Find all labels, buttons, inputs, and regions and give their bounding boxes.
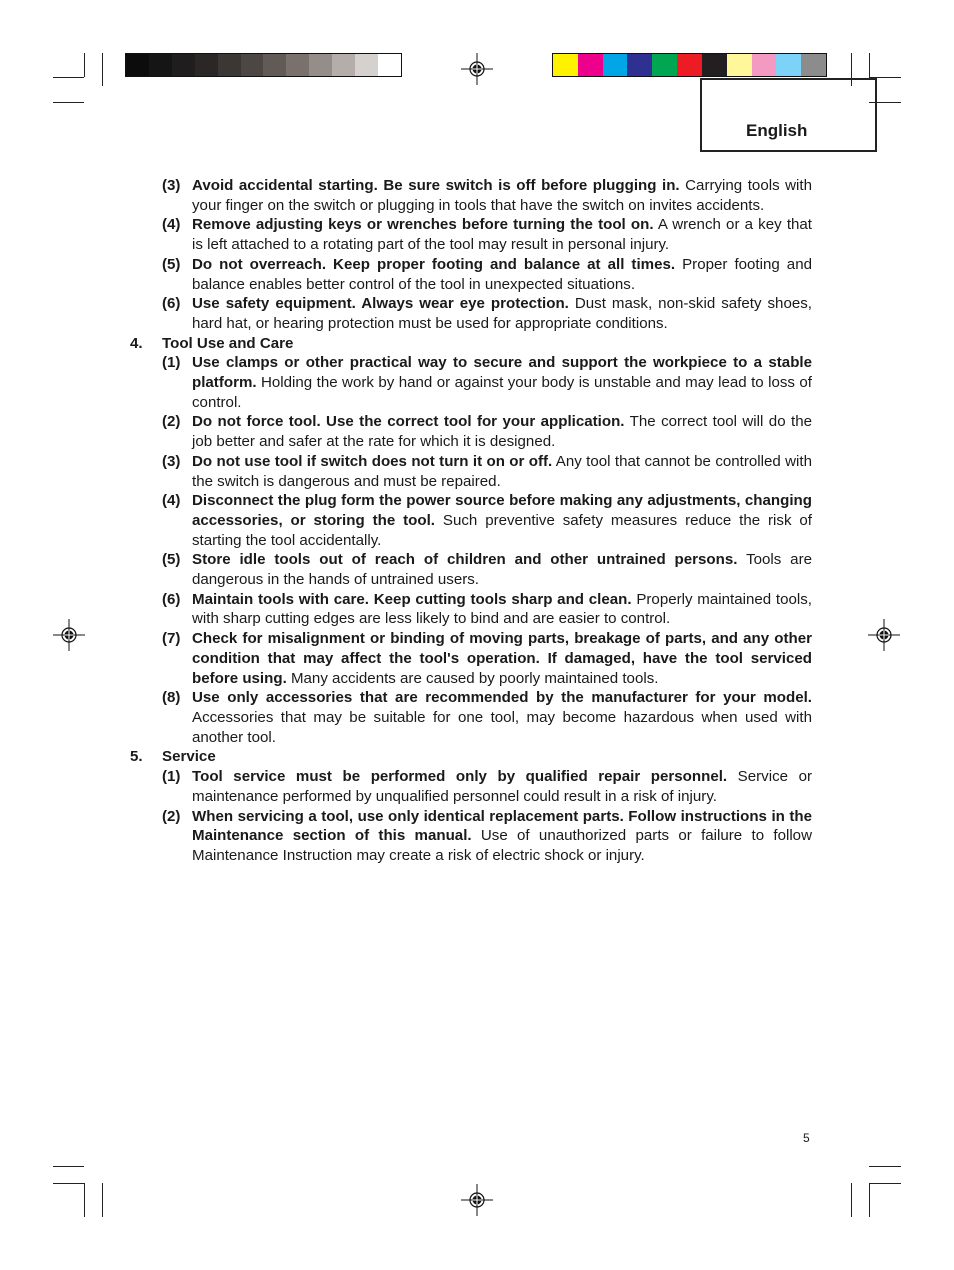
item-number: (1) <box>162 354 181 372</box>
color-swatch <box>126 54 149 76</box>
list-item <box>130 491 812 550</box>
item-bold-text: Do not force tool. Use the correct tool for your application. <box>192 413 625 431</box>
item-bold-text: Use safety equipment. Always wear eye protection. <box>192 295 569 313</box>
registration-mark-icon <box>53 619 85 651</box>
language-box <box>700 78 877 152</box>
item-text: The correct tool will do the job better and safer at the rate for which it is designed. <box>192 413 812 451</box>
item-text: A wrench or a key that is left attached to a rotating part of the tool may result in personal injury. <box>192 216 812 254</box>
item-number: (8) <box>162 689 181 707</box>
color-swatch <box>286 54 309 76</box>
item-text: Service or maintenance performed by unqualified personnel could result in a risk of injury. <box>192 768 812 805</box>
list-item <box>130 294 812 333</box>
item-number: (4) <box>162 492 181 510</box>
color-swatch <box>652 54 677 76</box>
list-item <box>130 255 812 294</box>
section-heading <box>130 747 812 767</box>
section-number: 5. <box>130 748 143 766</box>
item-bold-text: Tool service must be performed only by qualified repair personnel. <box>192 768 728 786</box>
item-bold-text: Store idle tools out of reach of children and other untrained persons. <box>192 551 738 569</box>
color-swatch <box>603 54 628 76</box>
list-item <box>130 688 812 747</box>
color-swatch <box>727 54 752 76</box>
section-heading <box>130 334 812 354</box>
item-text: Tools are dangerous in the hands of untrained users. <box>192 551 812 589</box>
color-swatch <box>801 54 826 76</box>
registration-mark-icon <box>461 1184 493 1216</box>
color-swatch <box>195 54 218 76</box>
color-swatch <box>241 54 264 76</box>
section-title: Tool Use and Care <box>162 334 294 352</box>
item-number: (4) <box>162 216 181 234</box>
item-bold-text: Avoid accidental starting. Be sure switch is off before plugging in. <box>192 177 680 194</box>
color-swatch <box>332 54 355 76</box>
item-text: Dust mask, non-skid safety shoes, hard hat, or hearing protection must be used for appropriate conditions. <box>192 295 812 332</box>
item-bold-text: Disconnect the plug form the power source before making any adjustments, changing accessories, or storing the tool. <box>192 492 812 529</box>
item-text: Such preventive safety measures reduce the risk of starting the tool accidentally. <box>192 511 812 549</box>
list-item <box>130 590 812 629</box>
color-bar <box>552 53 827 77</box>
section-3-continued <box>130 176 812 334</box>
registration-mark-icon <box>868 619 900 651</box>
color-swatch <box>702 54 727 76</box>
item-text: Proper footing and balance enables better control of the tool in unexpected situations. <box>192 255 812 293</box>
item-number: (5) <box>162 551 181 569</box>
item-bold-text: Remove adjusting keys or wrenches before turning the tool on. <box>192 216 654 234</box>
list-item <box>130 767 812 806</box>
item-text: Carrying tools with your finger on the switch or plugging in tools that have the switch on invites accidents. <box>192 177 812 214</box>
list-item <box>130 412 812 451</box>
item-bold-text: Use clamps or other practical way to secure and support the workpiece to a stable platform. <box>192 354 812 392</box>
color-swatch <box>677 54 702 76</box>
safety-instructions <box>130 176 812 866</box>
item-text: Use of unauthorized parts or failure to follow Maintenance Instruction may create a risk of electric shock or injury. <box>192 827 812 864</box>
color-swatch <box>172 54 195 76</box>
item-bold-text: Do not use tool if switch does not turn it on or off. <box>192 452 553 470</box>
item-bold-text: When servicing a tool, use only identical replacement parts. Follow instructions in the Maintenance section of this manual. <box>192 807 812 845</box>
color-swatch <box>378 54 401 76</box>
item-number: (6) <box>162 590 181 608</box>
item-bold-text: Check for misalignment or binding of moving parts, breakage of parts, and any other condition that may affect the tool's operation. If damaged, have the tool serviced before using. <box>192 630 812 687</box>
item-number: (3) <box>162 452 181 470</box>
list-item <box>130 215 812 254</box>
color-swatch <box>218 54 241 76</box>
item-number: (2) <box>162 413 181 431</box>
list-item <box>130 176 812 215</box>
item-number: (3) <box>162 177 181 194</box>
section-title: Service <box>162 748 216 766</box>
list-item <box>130 629 812 688</box>
section-5-items <box>130 767 812 866</box>
language-label: English <box>746 121 808 140</box>
page-number: 5 <box>803 1131 810 1145</box>
item-text: Accessories that may be suitable for one tool, may become hazardous when used with another tool. <box>192 708 812 746</box>
item-text: Properly maintained tools, with sharp cutting edges are less likely to bind and are easier to control. <box>192 590 812 628</box>
list-item <box>130 550 812 589</box>
section-4-items <box>130 353 812 747</box>
registration-mark-icon <box>461 53 493 85</box>
color-swatch <box>149 54 172 76</box>
item-number: (6) <box>162 295 181 313</box>
list-item <box>130 807 812 866</box>
item-number: (2) <box>162 807 181 825</box>
color-swatch <box>309 54 332 76</box>
color-swatch <box>578 54 603 76</box>
color-swatch <box>776 54 801 76</box>
list-item <box>130 452 812 491</box>
color-swatch <box>355 54 378 76</box>
item-number: (7) <box>162 630 181 648</box>
color-swatch <box>553 54 578 76</box>
item-text: Many accidents are caused by poorly maintained tools. <box>286 669 659 687</box>
item-text: Holding the work by hand or against your body is unstable and may lead to loss of control. <box>192 374 812 411</box>
color-swatch <box>752 54 777 76</box>
item-bold-text: Maintain tools with care. Keep cutting tools sharp and clean. <box>192 590 632 608</box>
color-swatch <box>263 54 286 76</box>
item-number: (5) <box>162 255 181 273</box>
section-number: 4. <box>130 334 143 352</box>
color-swatch <box>627 54 652 76</box>
list-item <box>130 353 812 412</box>
item-bold-text: Use only accessories that are recommended by the manufacturer for your model. <box>192 689 812 707</box>
item-text: Any tool that cannot be controlled with the switch is dangerous and must be repaired. <box>192 452 812 490</box>
item-number: (1) <box>162 768 181 786</box>
grayscale-bar <box>125 53 402 77</box>
item-bold-text: Do not overreach. Keep proper footing and balance at all times. <box>192 255 676 273</box>
